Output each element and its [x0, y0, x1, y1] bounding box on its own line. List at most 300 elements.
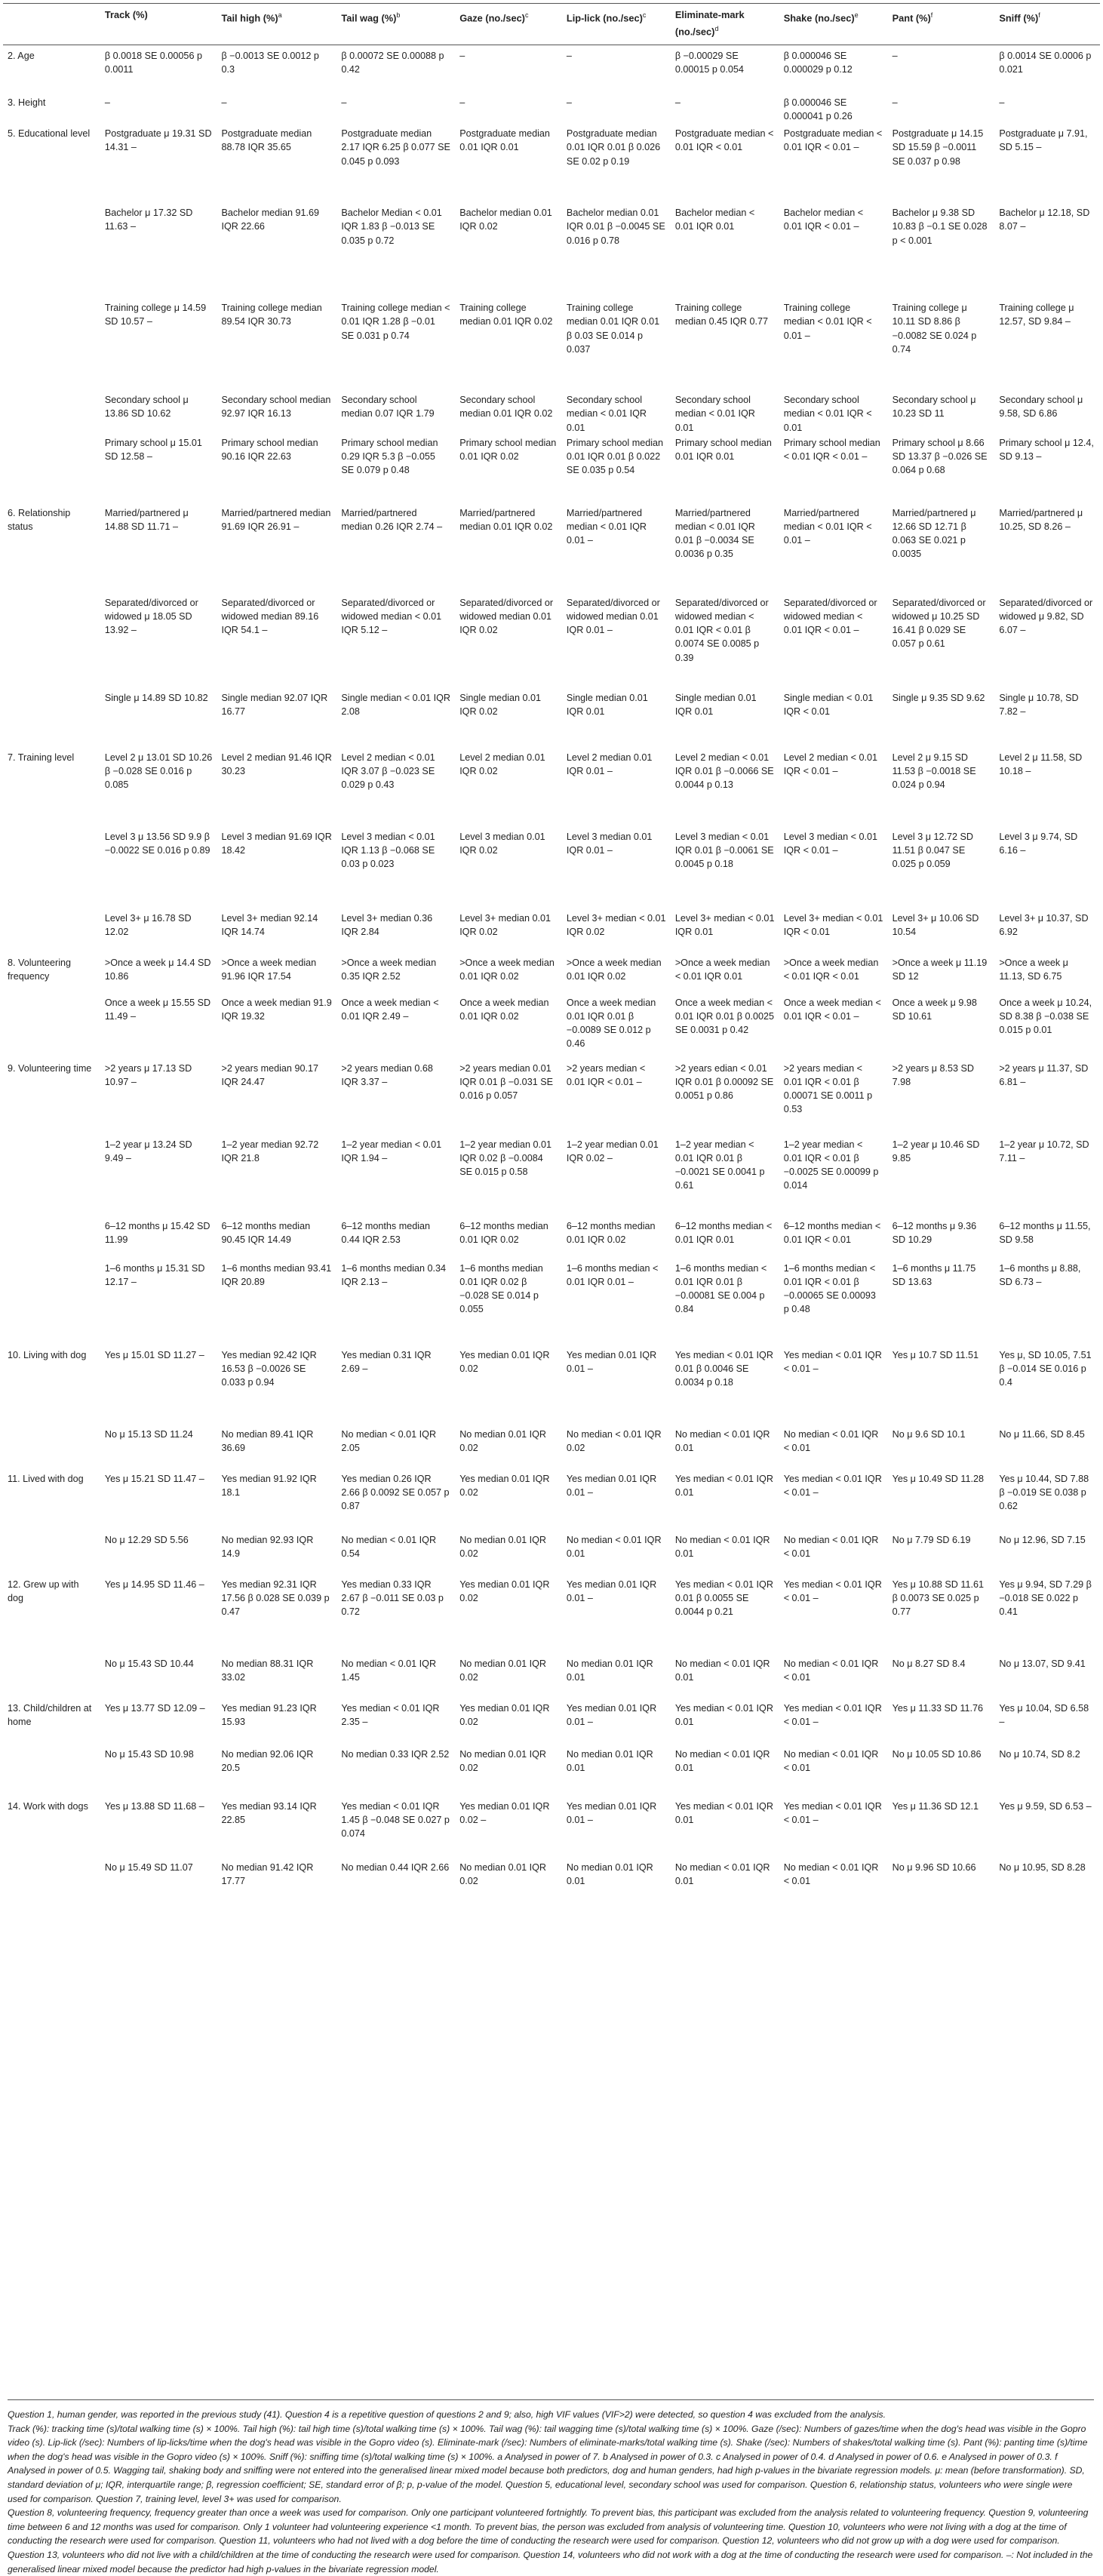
table-cell: Primary school μ 8.66 SD 13.37 β −0.026 SE 0.064 p 0.68	[892, 437, 988, 476]
table-cell: Yes median < 0.01 IQR 0.01	[674, 1702, 773, 1727]
table-cell: No μ 12.96, SD 7.15	[999, 1534, 1086, 1545]
table-cell: Yes median < 0.01 IQR 2.35 –	[341, 1702, 440, 1727]
table-row	[3, 1698, 1100, 1746]
table-row	[3, 92, 1100, 123]
table-row	[3, 204, 1100, 300]
table-cell: Yes μ 14.95 SD 11.46 –	[104, 1578, 204, 1590]
table-cell: Yes median 92.42 IQR 16.53 β −0.0026 SE 0.033 p 0.94	[221, 1349, 317, 1388]
table-cell: β 0.000046 SE 0.000029 p 0.12	[783, 51, 853, 75]
table-row	[3, 1468, 1100, 1532]
table-cell: No median 0.01 IQR 0.02	[459, 1748, 546, 1773]
table-cell: Training college median < 0.01 IQR 1.28 β −0.01 SE 0.031 p 0.74	[341, 303, 450, 341]
table-cell: Level 2 median < 0.01 IQR 3.07 β −0.023 SE 0.029 p 0.43	[341, 752, 435, 791]
table-cell: Level 2 median < 0.01 IQR < 0.01 –	[783, 752, 877, 776]
table-cell: Level 3+ μ 10.06 SD 10.54	[892, 912, 979, 937]
row-label	[3, 1532, 100, 1574]
table-cell: Secondary school median 0.07 IQR 1.79	[341, 395, 435, 420]
table-cell: No median 0.01 IQR 0.02	[459, 1534, 546, 1559]
table-cell: No median 91.42 IQR 17.77	[221, 1861, 314, 1886]
table-cell: No μ 11.66, SD 8.45	[999, 1428, 1085, 1440]
table-cell: 1–6 months μ 8.88, SD 6.73 –	[999, 1262, 1081, 1287]
table-cell: No median < 0.01 IQR 1.45	[341, 1658, 437, 1683]
table-row	[3, 690, 1100, 747]
table-cell: 1–2 year median < 0.01 IQR 1.94 –	[341, 1139, 442, 1164]
column-header-label: Gaze (no./sec)	[459, 12, 525, 24]
footnote-paragraph: Question 1, human gender, was reported in the previous study (41). Question 4 is a repetitive question of questions 2 and 9; also, high VIF values (VIF>2) were detected, so question 4 was excluded from the analysis.	[8, 2409, 886, 2420]
table-row	[3, 910, 1100, 952]
column-header	[779, 4, 888, 45]
table-cell: Postgraduate median < 0.01 IQR < 0.01	[674, 128, 774, 153]
table-cell: Yes μ 13.77 SD 12.09 –	[104, 1702, 205, 1714]
table-cell: No median 88.31 IQR 33.02	[221, 1658, 314, 1683]
table-cell: Once a week median < 0.01 IQR 2.49 –	[341, 997, 439, 1022]
table-cell: Yes μ 10.7 SD 11.51	[892, 1349, 979, 1360]
table-cell: 1–6 months median < 0.01 IQR 0.01 β −0.00081 SE 0.004 p 0.84	[674, 1262, 767, 1315]
row-label	[3, 435, 100, 503]
table-cell: β 0.0014 SE 0.0006 p 0.021	[999, 51, 1092, 75]
table-cell: Level 3 μ 13.56 SD 9.9 β −0.0022 SE 0.016 p 0.89	[104, 831, 210, 856]
table-cell: 6–12 months μ 9.36 SD 10.29	[892, 1220, 977, 1245]
table-cell: Yes median < 0.01 IQR 0.01	[674, 1800, 773, 1825]
table-cell: Level 2 μ 11.58, SD 10.18 –	[999, 752, 1083, 776]
table-cell: Separated/divorced or widowed median 0.01 IQR 0.02	[459, 597, 554, 636]
column-header-label: Lip-lick (no./sec)	[566, 12, 643, 24]
table-cell: >2 years median < 0.01 IQR < 0.01 β 0.00071 SE 0.0011 p 0.53	[783, 1062, 873, 1115]
table-cell: Primary school median 0.01 IQR 0.02	[459, 437, 557, 462]
table-cell: >2 years median < 0.01 IQR < 0.01 –	[566, 1062, 646, 1087]
column-header-footnote-mark: c	[642, 11, 647, 19]
footnote-paragraph: Question 8, volunteering frequency, frequency greater than once a week was used for comparison. Only one participant volunteered fortnightly. To prevent bias, this participant was excluded from the analysis related to volunteering frequency. Question 9, volunteering time between 6 and 12 months was used for comparison. Only 1 volunteer had volunteering experience <1 month. To prevent bias, the person was excluded from analysis of volunteering time. Question 10, volunteers who were not living with a dog at the time of conducting the research were used for comparison. Question 11, volunteers who had not lived with a dog before the time of conducting the research were used for comparison. Question 12, volunteers who did not grow up with a dog were used for comparison. Question 13, volunteers who did not live with a child/children at the time of conducting the research were used for comparison. Question 14, volunteers who did not work with a dog at the time of conducting the research were used for comparison. –: Not included in the generalised linear mixed model because the predictor had high p-values in the bivariate regression model.	[8, 2507, 1093, 2574]
table-cell: No μ 15.43 SD 10.44	[104, 1658, 194, 1669]
column-header-label: Sniff (%)	[999, 12, 1039, 24]
table-cell: Yes μ 11.33 SD 11.76	[892, 1702, 984, 1714]
table-cell: 1–6 months median 93.41 IQR 20.89	[221, 1262, 332, 1287]
table-cell: No μ 15.13 SD 11.24	[104, 1428, 193, 1440]
table-row	[3, 1218, 1100, 1260]
table-cell: Primary school median 0.01 IQR 0.01 β 0.022 SE 0.035 p 0.54	[566, 437, 664, 476]
table-cell: β 0.0018 SE 0.00056 p 0.0011	[104, 51, 202, 75]
table-cell: No μ 10.74, SD 8.2	[999, 1748, 1080, 1760]
table-cell: Bachelor Median < 0.01 IQR 1.83 β −0.013 SE 0.035 p 0.72	[341, 207, 442, 246]
table-cell: Yes median 0.01 IQR 0.01 –	[566, 1800, 657, 1825]
table-cell: Secondary school median < 0.01 IQR 0.01	[566, 395, 647, 433]
table-cell: Postgraduate μ 14.15 SD 15.59 β −0.0011 SE 0.037 p 0.98	[892, 128, 984, 167]
table-cell: Level 3+ median 0.01 IQR 0.02	[459, 912, 551, 937]
table-cell: Separated/divorced or widowed μ 9.82, SD 6.07 –	[999, 597, 1093, 636]
table-cell: Level 2 median 0.01 IQR 0.02	[459, 752, 545, 776]
header-blank	[3, 4, 100, 45]
table-cell: Primary school median 0.01 IQR 0.01	[674, 437, 772, 462]
footnote-paragraph: Track (%): tracking time (s)/total walking time (s) × 100%. Tail high (%): tail high time (s)/total walking time (s) × 100%. Tail wag (%): tail wagging time (s)/total walking time (s) × 100%. Gaze (/sec): Numbers of gazes/time when the dog's head was visible in the Gopro video (s). Lip-lick (/sec): Numbers of lip-licks/time when the dog's head was visible in the Gopro video (s). Eliminate-mark (/sec): Numbers of eliminate-marks/total walking time (s). Shake (/sec): Numbers of shakes/total walking time (s). Pant (%): panting time (s)/time when the dog's head was visible in the Gopro video (s) × 100%. Sniff (%): sniffing time (s)/total walking time (s) × 100%. a Analysed in power of 7. b Analysed in power of 0.3. c Analysed in power of 0.4. d Analysed in power of 0.6. e Analysed in power of 0.3. f Analysed in power of 0.5. Wagging tail, shaking body and sniffing were not entered into the generalised linear mixed model because both predictors, dog and human genders, had high p-values in the bivariate regression models. μ: mean (before transformation). SD, standard deviation of μ; IQR, interquartile range; β, regression coefficient; SE, standard error of β; p, p-value of the model. Question 5, educational level, secondary school was used for comparison. Question 6, relationship status, volunteers who were single were used for comparison. Question 7, training level, level 3+ was used for comparison.	[8, 2423, 1088, 2504]
table-cell: 1–2 year μ 13.24 SD 9.49 –	[104, 1139, 192, 1164]
table-cell: Yes median 0.01 IQR 0.02	[459, 1473, 550, 1498]
table-cell: Training college median 0.01 IQR 0.02	[459, 303, 553, 327]
table-cell: No median 0.01 IQR 0.02	[459, 1658, 546, 1683]
table-cell: No μ 13.07, SD 9.41	[999, 1658, 1086, 1669]
row-label: 9. Volunteering time	[8, 1062, 92, 1074]
row-label: 12. Grew up with dog	[8, 1578, 79, 1603]
column-header-label: Shake (no./sec)	[783, 12, 855, 24]
table-cell: Once a week μ 15.55 SD 11.49 –	[104, 997, 211, 1022]
table-cell: No μ 7.79 SD 6.19	[892, 1534, 971, 1545]
row-label	[3, 1859, 100, 1901]
table-cell: Yes median 91.23 IQR 15.93	[221, 1702, 317, 1727]
table-cell: 6–12 months median 0.01 IQR 0.02	[459, 1220, 548, 1245]
table-cell: No median < 0.01 IQR < 0.01	[783, 1534, 879, 1559]
table-cell: No μ 10.95, SD 8.28	[999, 1861, 1086, 1873]
table-cell: Yes median < 0.01 IQR 0.01	[674, 1473, 773, 1498]
table-cell: Yes median 0.01 IQR 0.02	[459, 1578, 550, 1603]
table-row	[3, 1058, 1100, 1136]
table-row	[3, 595, 1100, 690]
table-cell: >2 years μ 8.53 SD 7.98	[892, 1062, 975, 1087]
table-cell: Yes μ 10.88 SD 11.61 β 0.0073 SE 0.025 p 0.77	[892, 1578, 984, 1618]
table-cell: 1–6 months μ 15.31 SD 12.17 –	[104, 1262, 205, 1287]
table-cell: Married/partnered μ 10.25, SD 8.26 –	[999, 507, 1083, 532]
table-cell: No median < 0.01 IQR 0.01	[674, 1534, 770, 1559]
table-row	[3, 1532, 1100, 1574]
column-header-footnote-mark: f	[930, 11, 933, 19]
table-cell: Once a week μ 9.98 SD 10.61	[892, 997, 977, 1022]
table-cell: Once a week median < 0.01 IQR < 0.01 –	[783, 997, 881, 1022]
table-cell: Primary school median 0.29 IQR 5.3 β −0.055 SE 0.079 p 0.48	[341, 437, 438, 476]
table-cell: >2 years median 90.17 IQR 24.47	[221, 1062, 318, 1087]
table-cell: Yes median 91.92 IQR 18.1	[221, 1473, 317, 1498]
table-cell: Yes median 93.14 IQR 22.85	[221, 1800, 317, 1825]
table-cell: –	[999, 97, 1005, 108]
table-cell: Training college median 0.45 IQR 0.77	[674, 303, 769, 327]
table-cell: β −0.0013 SE 0.0012 p 0.3	[221, 51, 319, 75]
row-label: 5. Educational level	[8, 128, 91, 140]
table-cell: Yes median 0.01 IQR 0.01 –	[566, 1578, 657, 1603]
table-cell: >Once a week μ 14.4 SD 10.86	[104, 957, 211, 982]
column-header-footnote-mark: d	[714, 25, 719, 32]
table-cell: Level 3+ median < 0.01 IQR 0.02	[566, 912, 666, 937]
table-cell: No μ 9.96 SD 10.66	[892, 1861, 976, 1873]
table-row	[3, 503, 1100, 595]
table-cell: Married/partnered median 91.69 IQR 26.91 –	[221, 507, 331, 532]
table-cell: No median 92.93 IQR 14.9	[221, 1534, 314, 1559]
table-cell: No median < 0.01 IQR < 0.01	[783, 1861, 879, 1886]
table-cell: Level 3+ median 0.36 IQR 2.84	[341, 912, 433, 937]
table-cell: Yes median 0.01 IQR 0.01 –	[566, 1702, 657, 1727]
table-cell: 1–2 year median 92.72 IQR 21.8	[221, 1139, 319, 1164]
table-cell: Married/partnered median < 0.01 IQR 0.01 β −0.0034 SE 0.0036 p 0.35	[674, 507, 755, 560]
column-header	[336, 4, 455, 45]
table-body	[3, 45, 1100, 1901]
table-cell: Training college μ 12.57, SD 9.84 –	[999, 303, 1074, 327]
table-cell: Postgraduate μ 19.31 SD 14.31 –	[104, 128, 212, 153]
table-cell: Level 2 μ 13.01 SD 10.26 β −0.028 SE 0.016 p 0.085	[104, 752, 213, 791]
table-cell: Once a week μ 10.24, SD 8.38 β −0.038 SE 0.015 p 0.01	[999, 997, 1092, 1036]
column-header-label: Track (%)	[104, 9, 148, 20]
table-cell: No median 89.41 IQR 36.69	[221, 1428, 314, 1453]
table-cell: Level 3 median < 0.01 IQR 1.13 β −0.068 SE 0.03 p 0.023	[341, 831, 435, 870]
table-cell: Training college μ 14.59 SD 10.57 –	[104, 303, 207, 327]
table-cell: Secondary school μ 13.86 SD 10.62	[104, 395, 189, 420]
table-header-row	[3, 4, 1100, 45]
table-cell: –	[892, 97, 898, 108]
column-header	[671, 4, 779, 45]
table-cell: Primary school median < 0.01 IQR < 0.01 –	[783, 437, 880, 462]
table-cell: Bachelor μ 12.18, SD 8.07 –	[999, 207, 1090, 232]
table-cell: Separated/divorced or widowed μ 10.25 SD 16.41 β 0.029 SE 0.057 p 0.61	[892, 597, 986, 650]
column-header	[562, 4, 671, 45]
row-label	[3, 392, 100, 435]
table-cell: 6–12 months median 90.45 IQR 14.49	[221, 1220, 311, 1245]
table-cell: Bachelor μ 17.32 SD 11.63 –	[104, 207, 193, 232]
table-cell: Single μ 14.89 SD 10.82	[104, 692, 208, 703]
table-cell: >2 years edian < 0.01 IQR 0.01 β 0.00092 SE 0.0051 p 0.86	[674, 1062, 774, 1102]
row-label	[3, 1218, 100, 1260]
table-cell: Separated/divorced or widowed median < 0.01 IQR < 0.01 β 0.0074 SE 0.0085 p 0.39	[674, 597, 769, 663]
table-cell: –	[341, 97, 347, 108]
table-cell: 6–12 months μ 11.55, SD 9.58	[999, 1220, 1091, 1245]
table-row	[3, 952, 1100, 994]
table-cell: Yes μ 10.49 SD 11.28	[892, 1473, 984, 1484]
table-cell: Yes median < 0.01 IQR 0.01 β 0.0046 SE 0.0034 p 0.18	[674, 1349, 773, 1388]
table-cell: 6–12 months median < 0.01 IQR 0.01	[674, 1220, 773, 1245]
table-row	[3, 1345, 1100, 1426]
table-row	[3, 1136, 1100, 1218]
table-cell: Level 3 median < 0.01 IQR 0.01 β −0.0061 SE 0.0045 p 0.18	[674, 831, 774, 870]
table-cell: Yes median 0.26 IQR 2.66 β 0.0092 SE 0.057 p 0.87	[341, 1473, 450, 1512]
table-cell: >Once a week median 0.01 IQR 0.02	[459, 957, 555, 982]
table-cell: –	[459, 97, 465, 108]
row-label	[3, 690, 100, 747]
table-cell: Yes μ, SD 10.05, 7.51 β −0.014 SE 0.016 p 0.4	[999, 1349, 1092, 1388]
table-row	[3, 828, 1100, 910]
table-cell: No median < 0.01 IQR < 0.01	[783, 1748, 879, 1773]
table-cell: Yes median < 0.01 IQR < 0.01 –	[783, 1578, 882, 1603]
table-cell: –	[566, 97, 572, 108]
table-cell: Bachelor median 0.01 IQR 0.02	[459, 207, 552, 232]
table-cell: No median 0.01 IQR 0.01	[566, 1748, 653, 1773]
table-cell: 1–6 months median < 0.01 IQR < 0.01 β −0.00065 SE 0.00093 p 0.48	[783, 1262, 876, 1315]
table-cell: No median < 0.01 IQR < 0.01	[783, 1658, 879, 1683]
table-row	[3, 1655, 1100, 1698]
row-label: 7. Training level	[8, 752, 75, 763]
table-cell: Once a week median 91.9 IQR 19.32	[221, 997, 332, 1022]
table-cell: β 0.00072 SE 0.00088 p 0.42	[341, 51, 444, 75]
table-cell: >Once a week μ 11.19 SD 12	[892, 957, 988, 982]
table-cell: Level 2 μ 9.15 SD 11.53 β −0.0018 SE 0.024 p 0.94	[892, 752, 976, 791]
table-cell: Primary school median 90.16 IQR 22.63	[221, 437, 318, 462]
table-cell: Bachelor μ 9.38 SD 10.83 β −0.1 SE 0.028 p < 0.001	[892, 207, 988, 246]
table-cell: Separated/divorced or widowed median 89.16 IQR 54.1 –	[221, 597, 319, 636]
table-cell: –	[221, 97, 227, 108]
table-row	[3, 747, 1100, 828]
table-cell: No median < 0.01 IQR 0.54	[341, 1534, 437, 1559]
table-cell: Married/partnered μ 12.66 SD 12.71 β 0.063 SE 0.021 p 0.0035	[892, 507, 976, 560]
table-cell: Level 2 median 91.46 IQR 30.23	[221, 752, 332, 776]
table-cell: No median < 0.01 IQR 0.01	[674, 1748, 770, 1773]
table-row	[3, 1574, 1100, 1655]
table-cell: Postgraduate median 0.01 IQR 0.01 β 0.026 SE 0.02 p 0.19	[566, 128, 661, 167]
table-cell: Yes median 0.01 IQR 0.02 –	[459, 1800, 550, 1825]
table-cell: Married/partnered μ 14.88 SD 11.71 –	[104, 507, 189, 532]
table-cell: Bachelor median 0.01 IQR 0.01 β −0.0045 SE 0.016 p 0.78	[566, 207, 665, 246]
results-table	[3, 3, 1100, 1901]
table-cell: >Once a week median 0.35 IQR 2.52	[341, 957, 437, 982]
table-cell: Yes μ 11.36 SD 12.1	[892, 1800, 979, 1812]
table-row	[3, 1859, 1100, 1901]
row-label: 10. Living with dog	[8, 1349, 87, 1360]
table-cell: –	[892, 51, 898, 62]
column-header	[994, 4, 1100, 45]
table-cell: 1–2 year μ 10.46 SD 9.85	[892, 1139, 980, 1164]
row-label: 14. Work with dogs	[8, 1800, 88, 1812]
table-cell: No median < 0.01 IQR 0.01	[674, 1658, 770, 1683]
column-header	[455, 4, 562, 45]
table-cell: No median 0.01 IQR 0.02	[459, 1428, 546, 1453]
table-cell: 6–12 months median 0.44 IQR 2.53	[341, 1220, 431, 1245]
table-cell: Yes μ 10.04, SD 6.58 –	[999, 1702, 1089, 1727]
row-label	[3, 1746, 100, 1796]
table-row	[3, 123, 1100, 204]
table-cell: >Once a week median < 0.01 IQR 0.01	[674, 957, 770, 982]
table-cell: Married/partnered median < 0.01 IQR 0.01 –	[566, 507, 647, 546]
table-cell: Separated/divorced or widowed μ 18.05 SD 13.92 –	[104, 597, 198, 636]
table-cell: Yes median 0.33 IQR 2.67 β −0.011 SE 0.03 p 0.72	[341, 1578, 444, 1618]
table-cell: Yes μ 9.94, SD 7.29 β −0.018 SE 0.022 p 0.41	[999, 1578, 1092, 1618]
table-cell: No median < 0.01 IQR 0.02	[566, 1428, 662, 1453]
table-cell: Level 3+ μ 16.78 SD 12.02	[104, 912, 192, 937]
row-label: 8. Volunteering frequency	[8, 957, 72, 982]
table-row	[3, 300, 1100, 392]
table-cell: No median 0.01 IQR 0.02	[459, 1861, 546, 1886]
table-cell: 6–12 months μ 15.42 SD 11.99	[104, 1220, 210, 1245]
table-cell: 1–6 months median 0.34 IQR 2.13 –	[341, 1262, 447, 1287]
table-cell: –	[674, 97, 681, 108]
table-cell: Postgraduate median < 0.01 IQR < 0.01 –	[783, 128, 883, 153]
table-cell: Yes median 92.31 IQR 17.56 β 0.028 SE 0.039 p 0.47	[221, 1578, 330, 1618]
table-cell: Yes median < 0.01 IQR < 0.01 –	[783, 1800, 882, 1825]
column-header-footnote-mark: f	[1038, 11, 1040, 19]
table-cell: 6–12 months median < 0.01 IQR < 0.01	[783, 1220, 881, 1245]
table-cell: >Once a week median 91.96 IQR 17.54	[221, 957, 317, 982]
table-cell: Level 3 median 0.01 IQR 0.01 –	[566, 831, 653, 856]
table-cell: Single μ 10.78, SD 7.82 –	[999, 692, 1079, 717]
table-cell: >Once a week median 0.01 IQR 0.02	[566, 957, 662, 982]
table-cell: No median 0.01 IQR 0.01	[566, 1861, 653, 1886]
table-cell: Level 3 μ 9.74, SD 6.16 –	[999, 831, 1078, 856]
table-cell: Separated/divorced or widowed median < 0.01 IQR 5.12 –	[341, 597, 442, 636]
column-header-label: Pant (%)	[892, 12, 931, 24]
table-cell: Yes median 0.01 IQR 0.02	[459, 1702, 550, 1727]
table-cell: β 0.000046 SE 0.000041 p 0.26	[783, 97, 853, 121]
table-row	[3, 1260, 1100, 1345]
column-header	[217, 4, 336, 45]
table-cell: Single median 92.07 IQR 16.77	[221, 692, 328, 717]
table-cell: 1–2 year median < 0.01 IQR < 0.01 β −0.0025 SE 0.00099 p 0.014	[783, 1139, 879, 1191]
table-cell: >2 years μ 17.13 SD 10.97 –	[104, 1062, 192, 1087]
table-cell: Postgraduate median 88.78 IQR 35.65	[221, 128, 312, 153]
row-label: 13. Child/children at home	[8, 1702, 92, 1727]
table-cell: Once a week median < 0.01 IQR 0.01 β 0.0025 SE 0.0031 p 0.42	[674, 997, 774, 1036]
table-cell: Single median 0.01 IQR 0.02	[459, 692, 542, 717]
table-cell: Secondary school median < 0.01 IQR 0.01	[674, 395, 755, 433]
column-header-footnote-mark: c	[524, 11, 529, 19]
table-cell: Training college μ 10.11 SD 8.86 β −0.0082 SE 0.024 p 0.74	[892, 303, 977, 355]
table-cell: Yes μ 9.59, SD 6.53 –	[999, 1800, 1092, 1812]
table-cell: Bachelor median < 0.01 IQR < 0.01 –	[783, 207, 864, 232]
column-header-label: Tail high (%)	[221, 12, 278, 24]
table-cell: No μ 12.29 SD 5.56	[104, 1534, 189, 1545]
row-label	[3, 1136, 100, 1218]
table-cell: Secondary school median 0.01 IQR 0.02	[459, 395, 553, 420]
column-header-label: Eliminate-mark (no./sec)	[674, 9, 745, 38]
table-cell: Level 3 median 0.01 IQR 0.02	[459, 831, 545, 856]
table-cell: 1–2 year median < 0.01 IQR 0.01 β −0.0021 SE 0.0041 p 0.61	[674, 1139, 765, 1191]
table-row	[3, 45, 1100, 92]
table-cell: Yes μ 10.44, SD 7.88 β −0.019 SE 0.038 p 0.62	[999, 1473, 1089, 1512]
table-cell: No μ 15.49 SD 11.07	[104, 1861, 193, 1873]
table-cell: Yes median < 0.01 IQR < 0.01 –	[783, 1702, 882, 1727]
table-cell: β −0.00029 SE 0.00015 p 0.054	[674, 51, 744, 75]
row-label: 3. Height	[8, 97, 46, 108]
row-label	[3, 300, 100, 392]
table-cell: 1–6 months μ 11.75 SD 13.63	[892, 1262, 976, 1287]
table-cell: Bachelor median 91.69 IQR 22.66	[221, 207, 320, 232]
column-header-footnote-mark: a	[278, 11, 282, 19]
table-cell: Separated/divorced or widowed median < 0.01 IQR < 0.01 –	[783, 597, 877, 636]
column-header-footnote-mark: b	[396, 11, 401, 19]
table-cell: Level 3 median < 0.01 IQR < 0.01 –	[783, 831, 877, 856]
table-cell: Level 3+ μ 10.37, SD 6.92	[999, 912, 1089, 937]
table-row	[3, 1746, 1100, 1796]
table-cell: No μ 9.6 SD 10.1	[892, 1428, 966, 1440]
table-cell: >2 years μ 11.37, SD 6.81 –	[999, 1062, 1089, 1087]
column-header	[888, 4, 995, 45]
table-cell: 1–2 year μ 10.72, SD 7.11 –	[999, 1139, 1089, 1164]
table-cell: Level 3+ median 92.14 IQR 14.74	[221, 912, 318, 937]
table-row	[3, 1796, 1100, 1859]
table-cell: Level 2 median 0.01 IQR 0.01 –	[566, 752, 653, 776]
table-cell: No median < 0.01 IQR 0.01	[674, 1428, 770, 1453]
row-label: 2. Age	[8, 51, 35, 62]
table-cell: No median 0.44 IQR 2.66	[341, 1861, 450, 1873]
table-cell: Single median 0.01 IQR 0.01	[674, 692, 757, 717]
table-cell: No median 92.06 IQR 20.5	[221, 1748, 314, 1773]
table-cell: No μ 10.05 SD 10.86	[892, 1748, 982, 1760]
row-label	[3, 1260, 100, 1345]
table-cell: Level 3 μ 12.72 SD 11.51 β 0.047 SE 0.025 p 0.059	[892, 831, 973, 870]
row-label: 6. Relationship status	[8, 507, 71, 532]
table-cell: Married/partnered median 0.01 IQR 0.02	[459, 507, 553, 532]
table-cell: Postgraduate median 2.17 IQR 6.25 β 0.077 SE 0.045 p 0.093	[341, 128, 450, 167]
row-label	[3, 828, 100, 910]
table-cell: Separated/divorced or widowed median 0.01 IQR 0.01 –	[566, 597, 660, 636]
table-cell: No median 0.33 IQR 2.52	[341, 1748, 450, 1760]
table-row	[3, 1426, 1100, 1468]
row-label	[3, 994, 100, 1058]
table-cell: >2 years median 0.01 IQR 0.01 β −0.031 SE 0.016 p 0.057	[459, 1062, 553, 1102]
table-cell: Yes median 0.31 IQR 2.69 –	[341, 1349, 432, 1374]
table-cell: Level 2 median < 0.01 IQR 0.01 β −0.0066 SE 0.0044 p 0.13	[674, 752, 774, 791]
table-cell: –	[566, 51, 572, 62]
table-cell: No median < 0.01 IQR 0.01	[674, 1861, 770, 1886]
table-row	[3, 994, 1100, 1058]
table-cell: Yes median 0.01 IQR 0.01 –	[566, 1473, 657, 1498]
table-cell: No median 0.01 IQR 0.01	[566, 1658, 653, 1683]
table-cell: Yes μ 13.88 SD 11.68 –	[104, 1800, 204, 1812]
table-cell: Yes median < 0.01 IQR 1.45 β −0.048 SE 0.027 p 0.074	[341, 1800, 450, 1840]
table-cell: 6–12 months median 0.01 IQR 0.02	[566, 1220, 656, 1245]
table-cell: Yes median 0.01 IQR 0.02	[459, 1349, 550, 1374]
row-label	[3, 910, 100, 952]
table-cell: >2 years median 0.68 IQR 3.37 –	[341, 1062, 433, 1087]
